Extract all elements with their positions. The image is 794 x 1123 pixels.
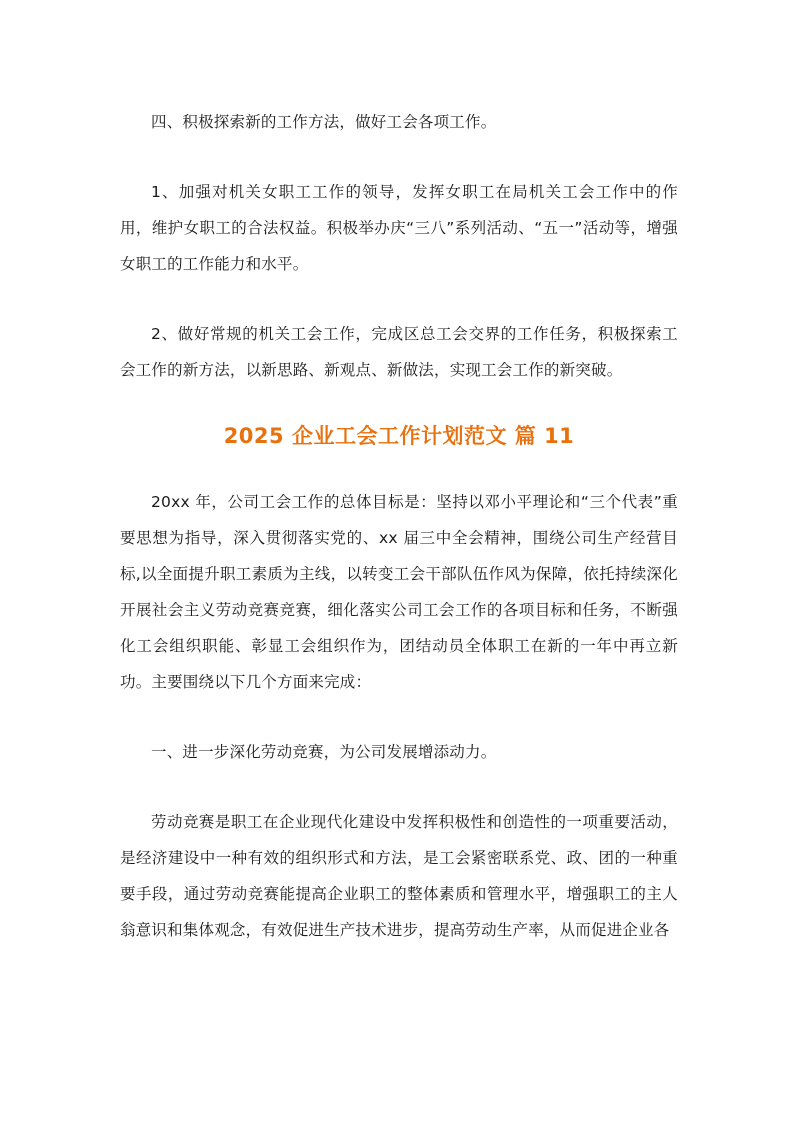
section1-heading: 一、进一步深化劳动竞赛，为公司发展增添动力。 [151, 743, 497, 761]
section-title: 2025 企业工会工作计划范文 篇 11 [223, 424, 575, 448]
intro-paragraph: 20xx 年，公司工会工作的总体目标是：坚持以邓小平理论和“三个代表”重要思想为指导，深入贯彻落实党的、xx 届三中全会精神，围绕公司生产经营目标,以全面提升职工素质为主线，以转变工会干部队伍作风为保障，依托持续深化开展社会主义劳动竞赛竞赛，细化落实公司工会工作的各项目标和任务，不断强化工会组织职能、彰显工会组织作为，团结动员全体职工在新的一年中再立新功。主要围绕以下几个方面来完成： [120, 493, 678, 691]
section4-heading: 四、积极探索新的工作方法，做好工会各项工作。 [151, 113, 497, 131]
item-2-paragraph: 2、做好常规的机关工会工作，完成区总工会交界的工作任务，积极探索工会工作的新方法，以新思路、新观点、新做法，实现工会工作的新突破。 [120, 325, 678, 379]
item-1-paragraph: 1、加强对机关女职工工作的领导，发挥女职工在局机关工会工作中的作用，维护女职工的合法权益。积极举办庆“三八”系列活动、“五一”活动等，增强女职工的工作能力和水平。 [120, 183, 678, 273]
document-page [120, 104, 678, 948]
body-paragraph: 劳动竞赛是职工在企业现代化建设中发挥积极性和创造性的一项重要活动，是经济建设中一种有效的组织形式和方法，是工会紧密联系党、政、团的一种重要手段，通过劳动竞赛能提高企业职工的整体素质和管理水平，增强职工的主人翁意识和集体观念，有效促进生产技术进步，提高劳动生产率，从而促进企业各 [120, 813, 678, 939]
